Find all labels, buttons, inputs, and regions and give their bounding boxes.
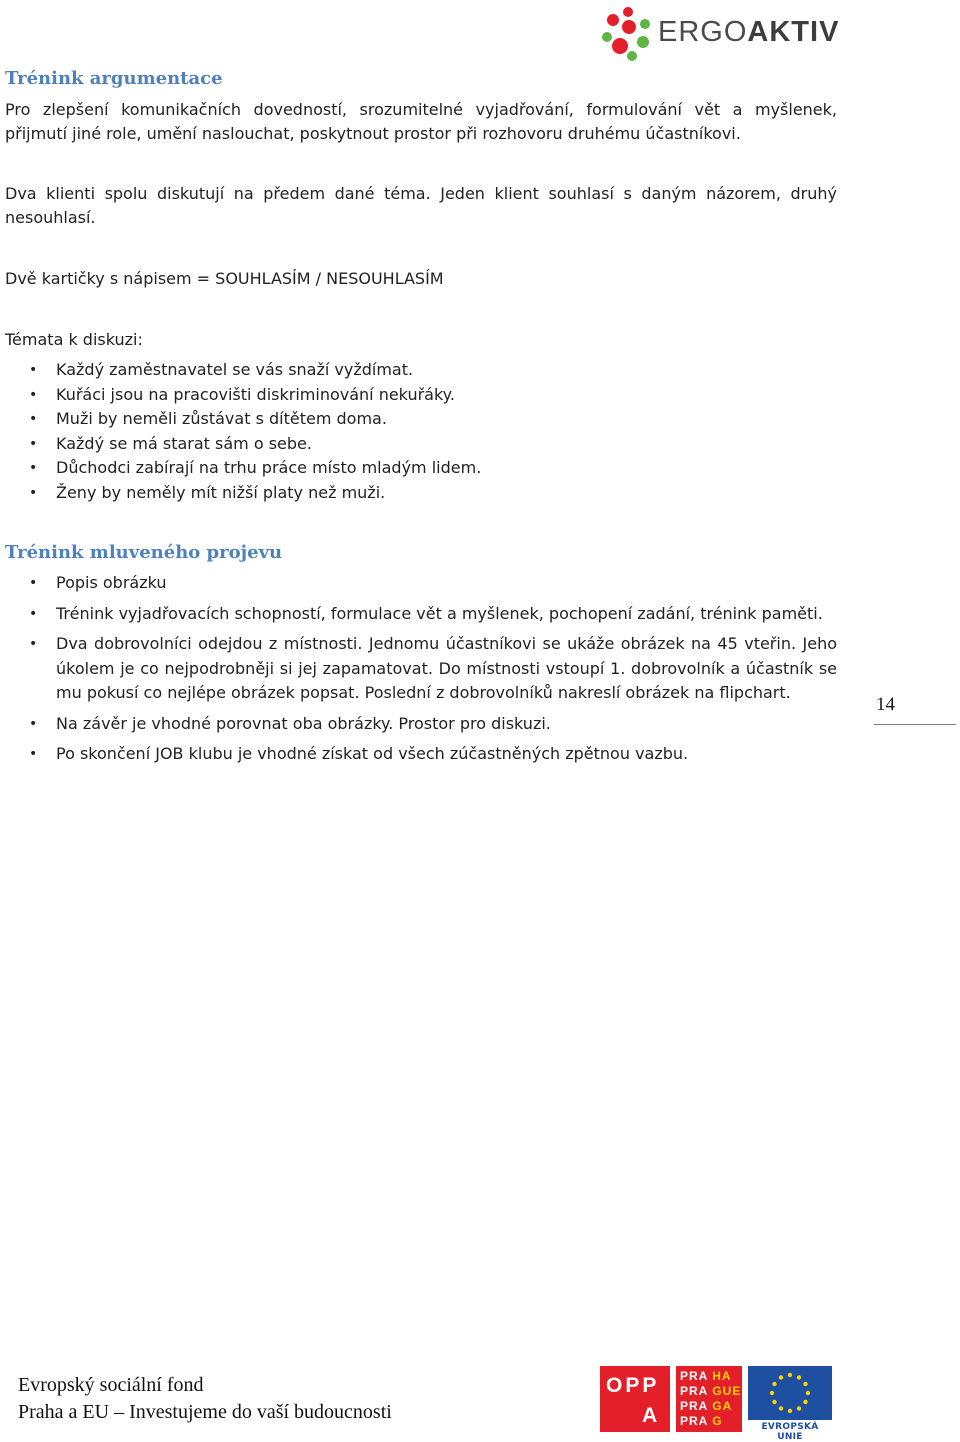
discussion-paragraph: Dva klienti spolu diskutují na předem dané téma. Jeden klient souhlasí s daným názorem, druhý nesouhlasí. [5, 184, 837, 227]
bullet-icon: • [29, 362, 38, 378]
footer-line-praha-eu: Praha a EU – Investujeme do vaší budoucnosti [18, 1401, 392, 1423]
list-item: • Každý se má starat sám o sebe. [0, 432, 840, 457]
eu-flag-icon [748, 1366, 832, 1420]
bullet-icon: • [29, 411, 38, 427]
page-number: 14 [874, 694, 956, 725]
speech-training-list [0, 571, 840, 773]
logo-wordmark: ERGOAKTIV [658, 16, 840, 48]
bullet-icon: • [29, 386, 38, 403]
list-item: • Každý zaměstnavatel se vás snaží vyždímat. [0, 358, 840, 383]
eu-label: EVROPSKÁ UNIE [761, 1422, 819, 1442]
bullet-icon: • [29, 746, 38, 762]
cards-paragraph: Dvě kartičky s nápisem = SOUHLASÍM / NESOUHLASÍM [5, 269, 444, 288]
list-item: • Důchodci zabírají na trhu práce místo mladým lidem. [0, 456, 840, 481]
opp-logo-text: OPP [606, 1374, 660, 1397]
bullet-icon: • [29, 460, 38, 476]
list-item: • Dva dobrovolníci odejdou z místnosti. Jednomu účastníkovi se ukáže obrázek na 45 vteřin. Jeho úkolem je co nejpodrobněji si jej zapamatovat. Do místnosti vstoupí 1. dobrovolník a účastník se mu pokusí co nejlépe obrázek popsat. Poslední z dobrovolníků nakreslí obrázek na flipchart. [29, 634, 837, 702]
heading-trenink-argumentace: Trénink argumentace [5, 68, 223, 89]
list-item: • Muži by neměli zůstávat s dítětem doma. [0, 407, 840, 432]
bullet-icon: • [29, 636, 38, 652]
bullet-icon: • [29, 605, 38, 622]
topics-list [0, 358, 840, 505]
bullet-icon: • [29, 575, 38, 591]
opp-a-logo [600, 1366, 670, 1432]
ergoaktiv-logo [598, 6, 838, 62]
list-item: • Na závěr je vhodné porovnat oba obrázky. Prostor pro diskuzi. [0, 712, 837, 737]
list-item: • Popis obrázku [0, 571, 837, 596]
logo-dots-icon [598, 6, 656, 62]
topics-label: Témata k diskuzi: [5, 330, 143, 349]
list-item: • Po skončení JOB klubu je vhodné získat od všech zúčastněných zpětnou vazbu. [0, 742, 837, 767]
opp-logo-letter: A [642, 1404, 658, 1427]
footer-line-esf: Evropský sociální fond [18, 1374, 204, 1396]
list-item: • Ženy by neměly mít nižší platy než muži. [0, 481, 840, 506]
heading-trenink-mluveneho-projevu: Trénink mluveného projevu [5, 542, 283, 563]
list-item: • Trénink vyjadřovacích schopností, formulace vět a myšlenek, pochopení zadání, trénink paměti. [0, 602, 837, 627]
bullet-icon: • [29, 435, 38, 452]
praha-logo: PRA HA PRA GUE PRA GA PRA G [676, 1366, 742, 1432]
bullet-icon: • [29, 484, 38, 501]
bullet-icon: • [29, 715, 38, 732]
list-item: • Kuřáci jsou na pracovišti diskriminování nekuřáky. [0, 383, 840, 408]
eu-flag-logo [748, 1366, 832, 1442]
intro-paragraph: Pro zlepšení komunikačních dovedností, srozumitelné vyjadřování, formulování vět a myšlenek, přijmutí jiné role, umění naslouchat, poskytnout prostor při rozhovoru druhému účastníkovi. [5, 100, 837, 143]
